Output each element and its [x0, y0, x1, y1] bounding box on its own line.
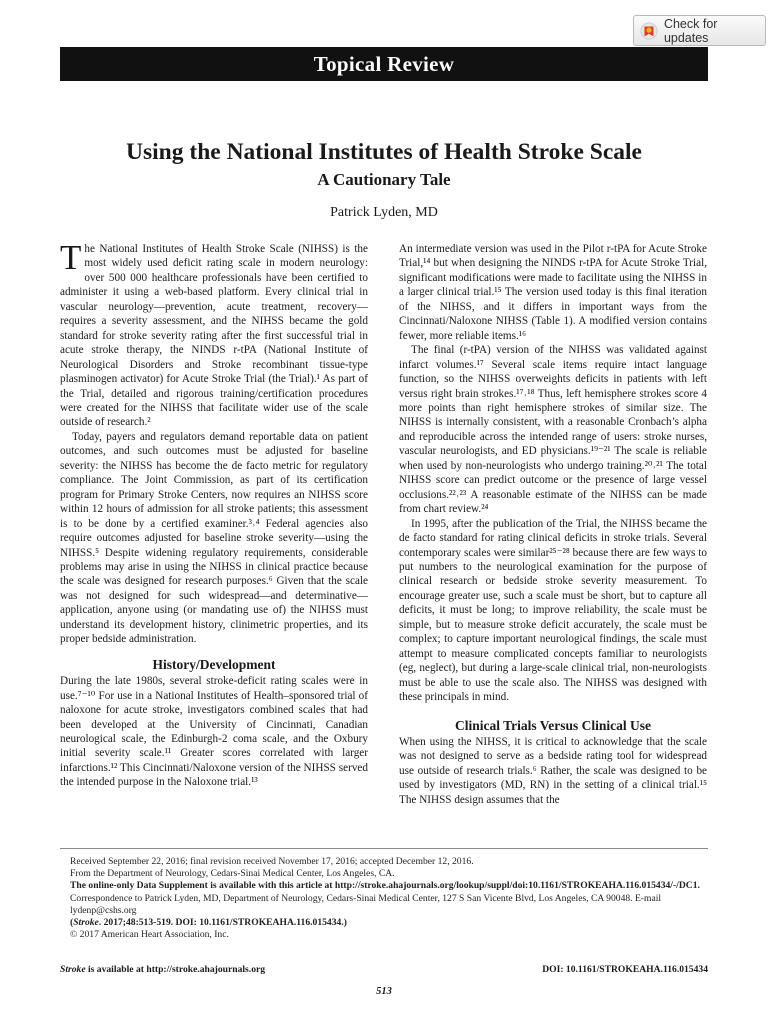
- footer-doi: DOI: 10.1161/STROKEAHA.116.015434: [542, 964, 708, 975]
- body-paragraph: When using the NIHSS, it is critical to acknowledge that the scale was not designed to serve as a bedside rating tool for widespread use outside of research trials.⁶ Rather, the scale was designed to be used by investigators (MD, RN) in the setting of a clinical trial.¹⁵ The NIHSS design assumes that the: [399, 735, 707, 806]
- intro-paragraph: [60, 238, 368, 430]
- body-paragraph: Today, payers and regulators demand reportable data on patient outcomes, and such outcomes must be adjusted for baseline severity: the NIHSS has become the de facto metric for regulatory compliance. The Joint Commission, as part of its certification program for Primary Stroke Centers, now requires an NIHSS score within 12 hours of admission for all stroke patients; this assessment is to be done by a certified examiner.³˒⁴ Federal agencies also require outcomes adjusted for baseline stroke severity—using the NIHSS.⁵ Despite widening regulatory requirements, considerable problems may arise in using the NIHSS in clinical practice because the scale was designed for research purposes.⁶ Given that the scale was not designed for such widespread—and determinative—application, anyone using (or mandating use of) the NIHSS must understand its development history, clinimetric properties, and its proper bedside administration.: [60, 430, 368, 646]
- article-footnotes: [60, 856, 708, 941]
- author-name: Patrick Lyden, MD: [330, 205, 438, 220]
- section-heading-clinical-trials: Clinical Trials Versus Clinical Use: [454, 717, 652, 733]
- page-number: 513: [376, 986, 392, 997]
- section-banner: Topical Review: [60, 47, 708, 81]
- body-paragraph: In 1995, after the publication of the Trial, the NIHSS became the de facto standard for rating clinical deficits in stroke trials. Several contemporary scales were similar²⁵⁻²⁸ because there are few ways to put numbers to the neurological examination for the purpose of clinical research or bedside stroke severity measurement. To encourage greater use, such a scale must be short, but to capture all deficits, it must be long; to improve reliability, the scale must be simple, but to measure stroke deficit accurately, the scale must be complex; to capture important neurological findings, the scale must attempt to measure complicated concepts familiar to neurologists (eg, neglect), but during a large-scale clinical trial, non-neurologists must be able to use the scale also. The NIHSS was designed with these principals in mind.: [399, 517, 707, 704]
- journal-availability: [60, 964, 265, 975]
- citation-line: (Stroke. 2017;48:513-519. DOI: 10.1161/STROKEAHA.116.015434.): [70, 917, 347, 929]
- article-subtitle: A Cautionary Tale: [317, 170, 451, 189]
- supplement-note: The online-only Data Supplement is available with this article at http://stroke.ahajournals.org/lookup/suppl/doi:10.1161/STROKEAHA.116.015434/-/DC1.: [70, 880, 700, 892]
- body-paragraph: An intermediate version was used in the Pilot r-tPA for Acute Stroke Trial,¹⁴ but when designing the NINDS r-tPA for Acute Stroke Trial, significant modifications were made to facilitate using the NIHSS in a larger clinical trial.¹⁵ The version used today is this final iteration of the NIHSS, and it differs in important ways from the Cincinnati/Naloxone NIHSS (Table 1). A modified version contains fewer, more reliable items.¹⁶: [399, 243, 707, 342]
- intro-text: he National Institutes of Health Stroke Scale (NIHSS) is the most widely used deficit rating scale in modern neurology: over 500 000 healthcare professionals have been certified to administer it using a web-based platform. Every clinical trial in vascular neurology—prevention, acute treatment, recovery—requires a severity assessment, and the NIHSS became the gold standard for stroke severity rating after the first successful trial in acute stroke therapy, the NINDS r-tPA (National Institute of Neurological Disorders and Stroke recombinant tissue-type plasminogen activator) for Acute Stroke Trial (the Trial).¹ As part of the Trial, detailed and rigorous training/certification procedures were created for the NIHSS that facilitate wider use of the scale outside of research.²: [60, 243, 368, 429]
- footer-availability: is available at http://stroke.ahajournals.org: [85, 964, 266, 975]
- crossmark-icon: [640, 22, 658, 40]
- drop-cap: T: [60, 238, 82, 277]
- left-column: [60, 238, 368, 790]
- body-paragraph: The final (r-tPA) version of the NIHSS was validated against infarct volumes.¹⁷ Several scale items require intact language function, so the NIHSS overweights deficits in patients with left versus right brain strokes.¹⁷˒¹⁸ Thus, left hemisphere strokes score 4 more points than right hemisphere strokes of similar size. The NIHSS is internally consistent, with a reasonable Cronbach’s alpha and reproducible across the intended range of users: stroke nurses, vascular neurologists, and ED physicians.¹⁹⁻²¹ The scale is reliable when used by non-neurologists who undergo training.²⁰˒²¹ The total NIHSS score can predict outcome or the presence of large vessel occlusions.²²˒²³ A reasonable estimate of the NIHSS can be made from chart review.²⁴: [399, 344, 707, 516]
- citation-details: . 2017;48:513-519. DOI: 10.1161/STROKEAHA.116.015434.: [98, 917, 344, 929]
- article-title: Using the National Institutes of Health Stroke Scale: [126, 139, 642, 165]
- right-column: [399, 242, 707, 807]
- affiliation-note: From the Department of Neurology, Cedars-Sinai Medical Center, Los Angeles, CA.: [70, 868, 395, 880]
- footer-journal: Stroke: [60, 964, 86, 975]
- check-for-updates-button[interactable]: [633, 15, 766, 46]
- body-paragraph: During the late 1980s, several stroke-deficit rating scales were in use.⁷⁻¹⁰ For use in a National Institutes of Health–sponsored trial of naloxone for acute stroke, investigators combined scales that had been developed at the University of Cincinnati, Canadian neurological scale, the Edinburgh-2 coma scale, and the Oxbury initial severity scale.¹¹ Greater scores correlated with larger infarctions.¹² This Cincinnati/Naloxone version of the NIHSS served the intended purpose in the Naloxone trial.¹³: [60, 675, 368, 789]
- copyright-line: © 2017 American Heart Association, Inc.: [70, 929, 229, 941]
- page-footer: [60, 964, 708, 975]
- footnote-divider: [60, 848, 708, 849]
- received-dates: Received September 22, 2016; final revision received November 17, 2016; accepted December 12, 2016.: [70, 856, 474, 867]
- citation-journal: Stroke: [73, 917, 99, 929]
- check-for-updates-label: Check for updates: [663, 16, 718, 45]
- section-heading-history: History/Development: [152, 656, 276, 672]
- correspondence-note: Correspondence to Patrick Lyden, MD, Department of Neurology, Cedars-Sinai Medical Center, 127 S San Vicente Blvd, Los Angeles, CA 90048. E-mail lydenp@cshs.org: [70, 892, 662, 916]
